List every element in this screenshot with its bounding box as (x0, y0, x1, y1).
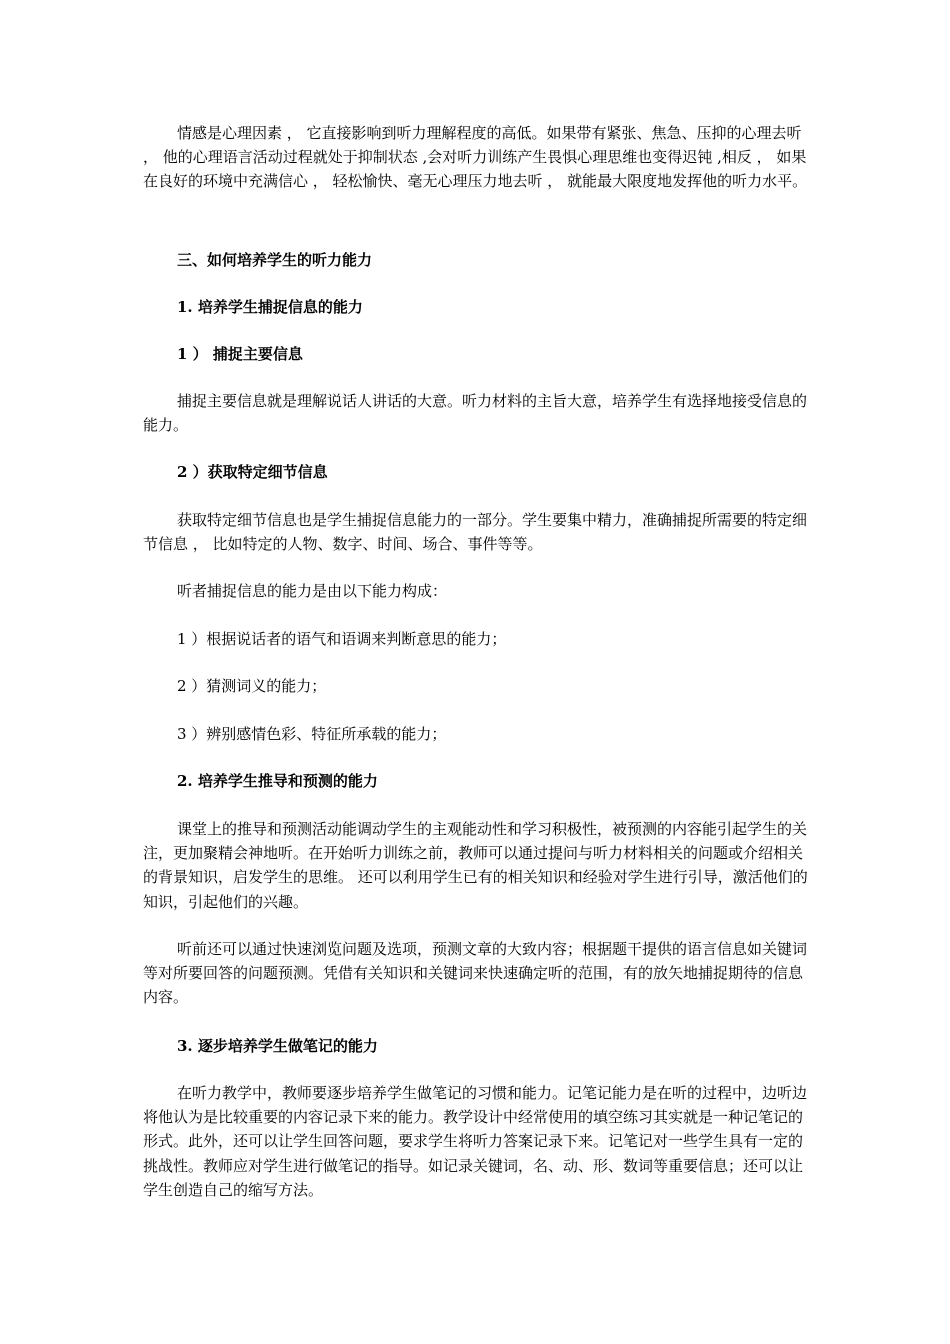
paragraph-main-info: 捕捉主要信息就是理解说话人讲话的大意。听力材料的主旨大意，培养学生有选择地接受信息的能力。 (143, 392, 808, 435)
paragraph-listener-ability: 听者捕捉信息的能力是由以下能力构成： (177, 582, 448, 600)
paragraph-emotion: 情感是心理因素 ， 它直接影响到听力理解程度的高低。如果带有紧张、焦急、压抑的心理去听 ， 他的心理语言活动过程就处于抑制状态 ,会对听力训练产生畏惧心理思维也变得迟钝 ,相反 ， 如果在良好的环境中充满信心 ， 轻松愉快、毫无心理压力地去听 ， 就能最大限度地发挥他的听力水平。 (143, 124, 808, 191)
subheading-1-2: 2 ）获取特定细节信息 (177, 463, 328, 481)
subheading-1: 1. 培养学生捕捉信息的能力 (177, 298, 363, 316)
subheading-2: 2. 培养学生推导和预测的能力 (177, 772, 378, 790)
list-item-2: 2 ）猜测词义的能力； (177, 677, 327, 695)
paragraph-pre-listening: 听前还可以通过快速浏览问题及选项，预测文章的大致内容；根据题干提供的语言信息如关键词等对所要回答的问题预测。凭借有关知识和关键词来快速确定听的范围，有的放矢地捕捉期待的信息内容。 (143, 940, 808, 1007)
paragraph-note-taking: 在听力教学中，教师要逐步培养学生做笔记的习惯和能力。记笔记能力是在听的过程中，边听边将他认为是比较重要的内容记录下来的能力。教学设计中经常使用的填空练习其实就是一种记笔记的形式。此外，还可以让学生回答问题，要求学生将听力答案记录下来。记笔记对一些学生具有一定的挑战性。教师应对学生进行做笔记的指导。如记录关键词，名、动、形、数词等重要信息；还可以让学生创造自己的缩写方法。 (143, 1084, 808, 1199)
paragraph-detail-info: 获取特定细节信息也是学生捕捉信息能力的一部分。学生要集中精力，准确捕捉所需要的特定细节信息 ， 比如特定的人物、数字、时间、场合、事件等等。 (143, 511, 808, 554)
list-item-1: 1 ）根据说话者的语气和语调来判断意思的能力； (177, 630, 507, 648)
section-heading-3: 三、如何培养学生的听力能力 (177, 251, 373, 269)
list-item-3: 3 ）辨别感情色彩、特征所承载的能力； (177, 725, 447, 743)
paragraph-prediction: 课堂上的推导和预测活动能调动学生的主观能动性和学习积极性，被预测的内容能引起学生的关注，更加聚精会神地听。在开始听力训练之前，教师可以通过提问与听力材料相关的问题或介绍相关的背景知识，启发学生的思维。 还可以利用学生已有的相关知识和经验对学生进行引导，激活他们的知识，引起他们的兴趣。 (143, 820, 808, 911)
subheading-1-1: 1 ） 捕捉主要信息 (177, 345, 303, 363)
subheading-3: 3. 逐步培养学生做笔记的能力 (177, 1037, 378, 1055)
